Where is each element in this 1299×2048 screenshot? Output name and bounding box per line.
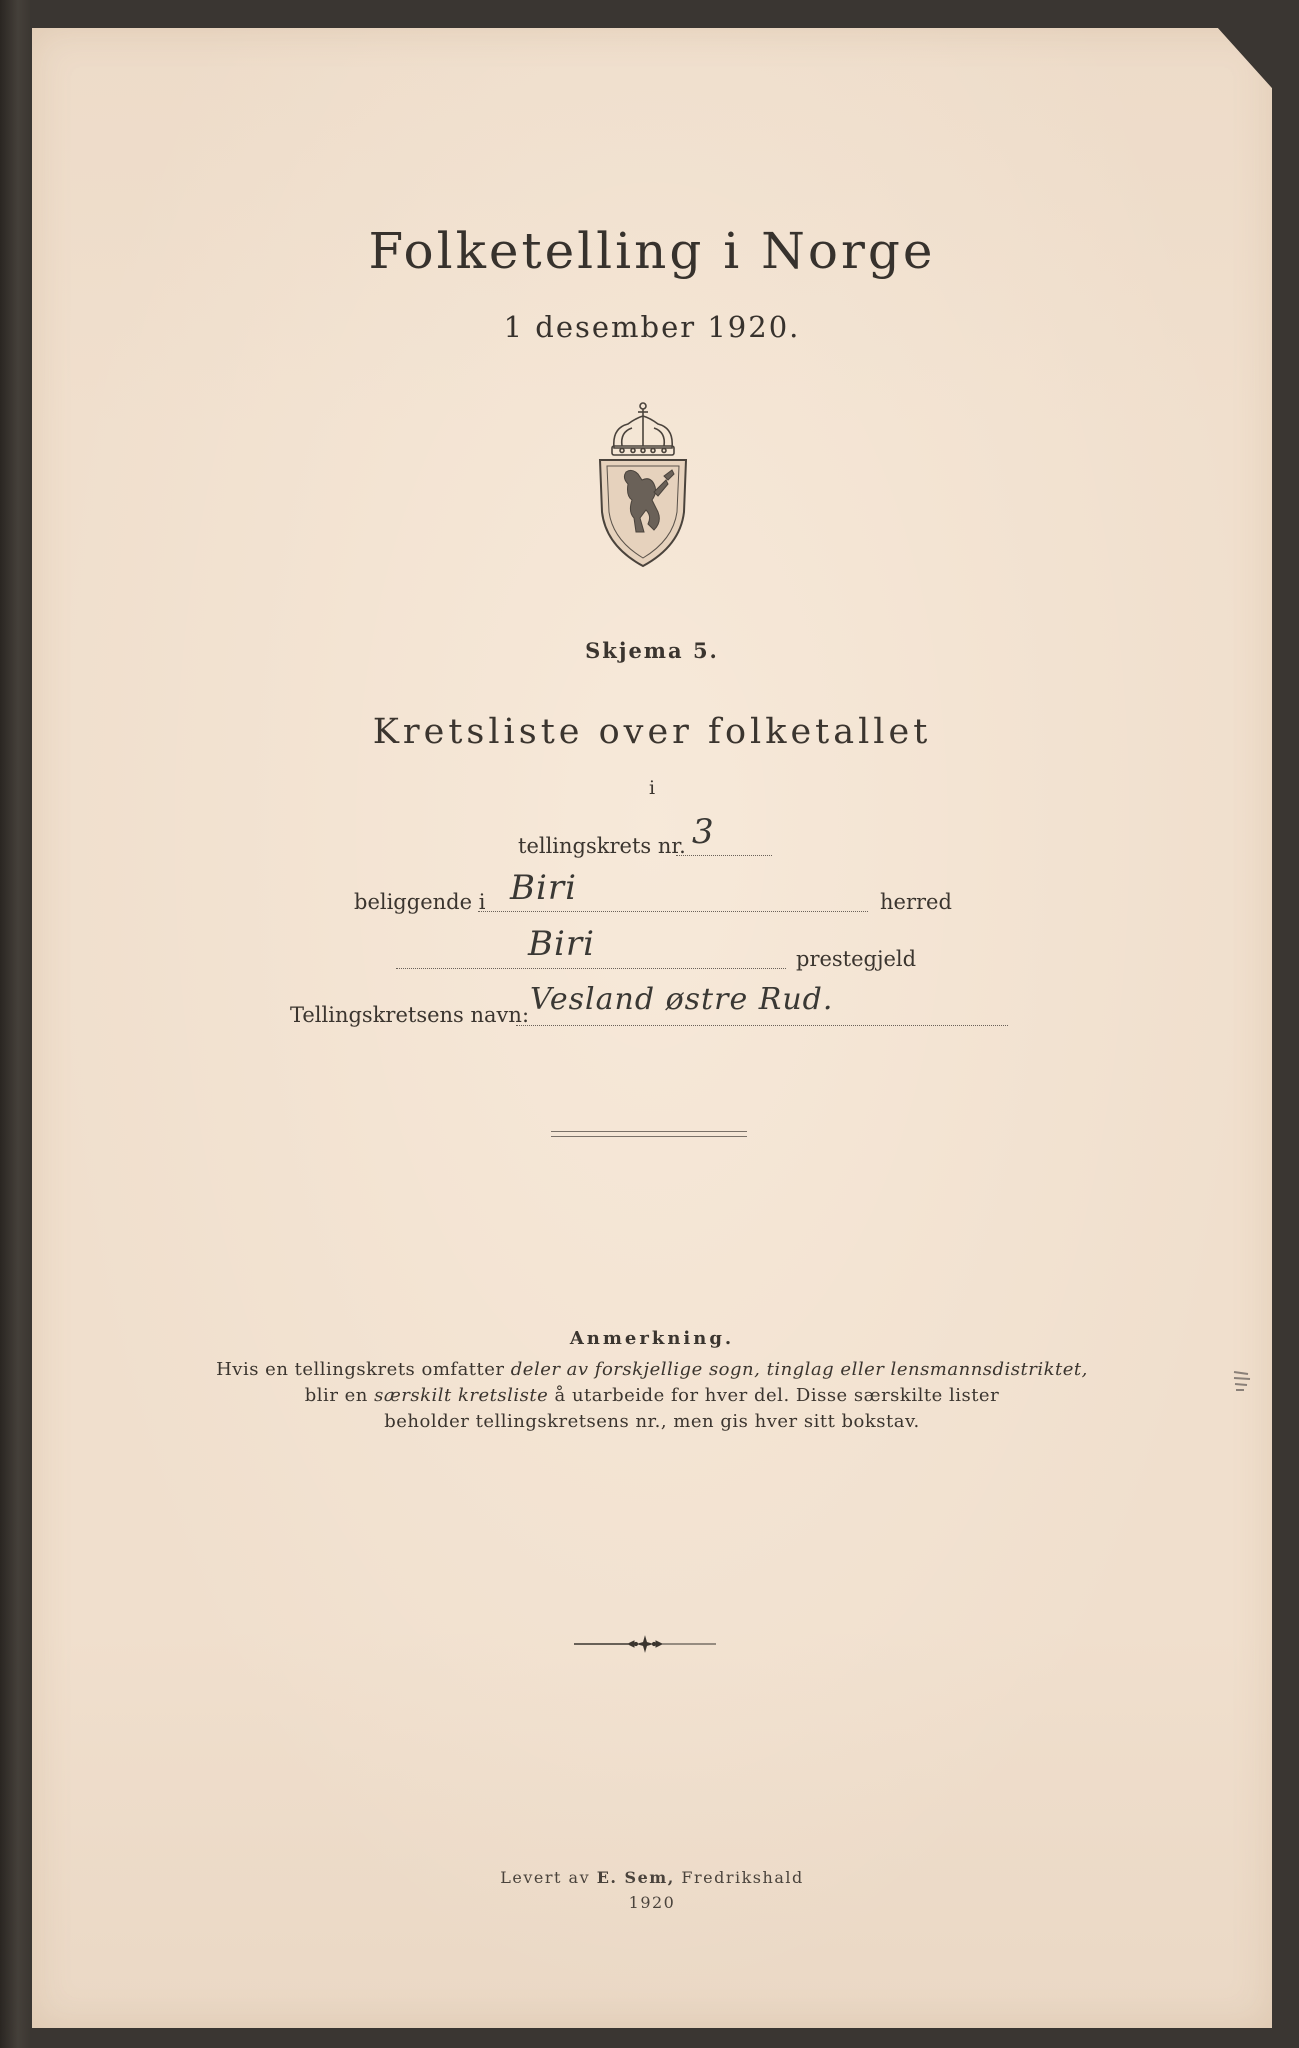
anmerkning-line-2-a: blir en bbox=[304, 1385, 375, 1406]
document-title: Folketelling i Norge bbox=[368, 222, 936, 280]
tellingskrets-value: 3 bbox=[692, 812, 715, 852]
form-heading: Kretsliste over folketallet bbox=[372, 712, 932, 752]
navn-dotline bbox=[516, 1025, 1008, 1026]
anmerkning-line-2-b: særskilt kretsliste bbox=[374, 1385, 549, 1406]
prestegjeld-label: prestegjeld bbox=[796, 947, 917, 971]
connector-word: i bbox=[648, 777, 656, 799]
norwegian-coat-of-arms-icon bbox=[592, 400, 694, 570]
form-number: Skjema 5. bbox=[585, 638, 719, 663]
printer-year: 1920 bbox=[628, 1893, 676, 1912]
document-date: 1 desember 1920. bbox=[503, 310, 801, 344]
anmerkning-line-2-c: å utarbeide for hver del. Disse særskilte lister bbox=[548, 1385, 1000, 1406]
section-divider bbox=[551, 1131, 747, 1137]
anmerkning-heading: Anmerkning. bbox=[569, 1328, 735, 1349]
anmerkning-line-1 bbox=[32, 1359, 1272, 1380]
beliggende-label: beliggende i bbox=[354, 890, 486, 914]
printer-name: E. Sem, bbox=[596, 1868, 675, 1887]
beliggende-value: Biri bbox=[510, 868, 577, 908]
anmerkning-line-1-b: deler av forskjellige sogn, tinglag eller lensmannsdistriktet, bbox=[510, 1359, 1088, 1380]
tellingskrets-label: tellingskrets nr. bbox=[518, 834, 686, 858]
prestegjeld-value: Biri bbox=[528, 924, 595, 964]
levert-av-text: Levert av bbox=[500, 1868, 597, 1887]
anmerkning-line-3: beholder tellingskretsens nr., men gis hver sitt bokstav. bbox=[384, 1411, 920, 1432]
anmerkning-line-1-a: Hvis en tellingskrets omfatter bbox=[216, 1359, 511, 1380]
herred-label: herred bbox=[880, 890, 952, 914]
printer-place: Fredrikshald bbox=[674, 1868, 804, 1887]
printer-line bbox=[32, 1868, 1272, 1887]
beliggende-dotline bbox=[478, 911, 868, 912]
ink-smudge-mark bbox=[1232, 1368, 1252, 1394]
decorative-ornament-icon bbox=[570, 1632, 720, 1656]
navn-value: Vesland østre Rud. bbox=[530, 982, 834, 1017]
tellingskrets-dotline bbox=[676, 855, 772, 856]
prestegjeld-dotline bbox=[396, 968, 786, 969]
navn-label: Tellingskretsens navn: bbox=[290, 1003, 530, 1027]
anmerkning-line-2 bbox=[32, 1385, 1272, 1406]
book-spine bbox=[0, 0, 30, 2048]
